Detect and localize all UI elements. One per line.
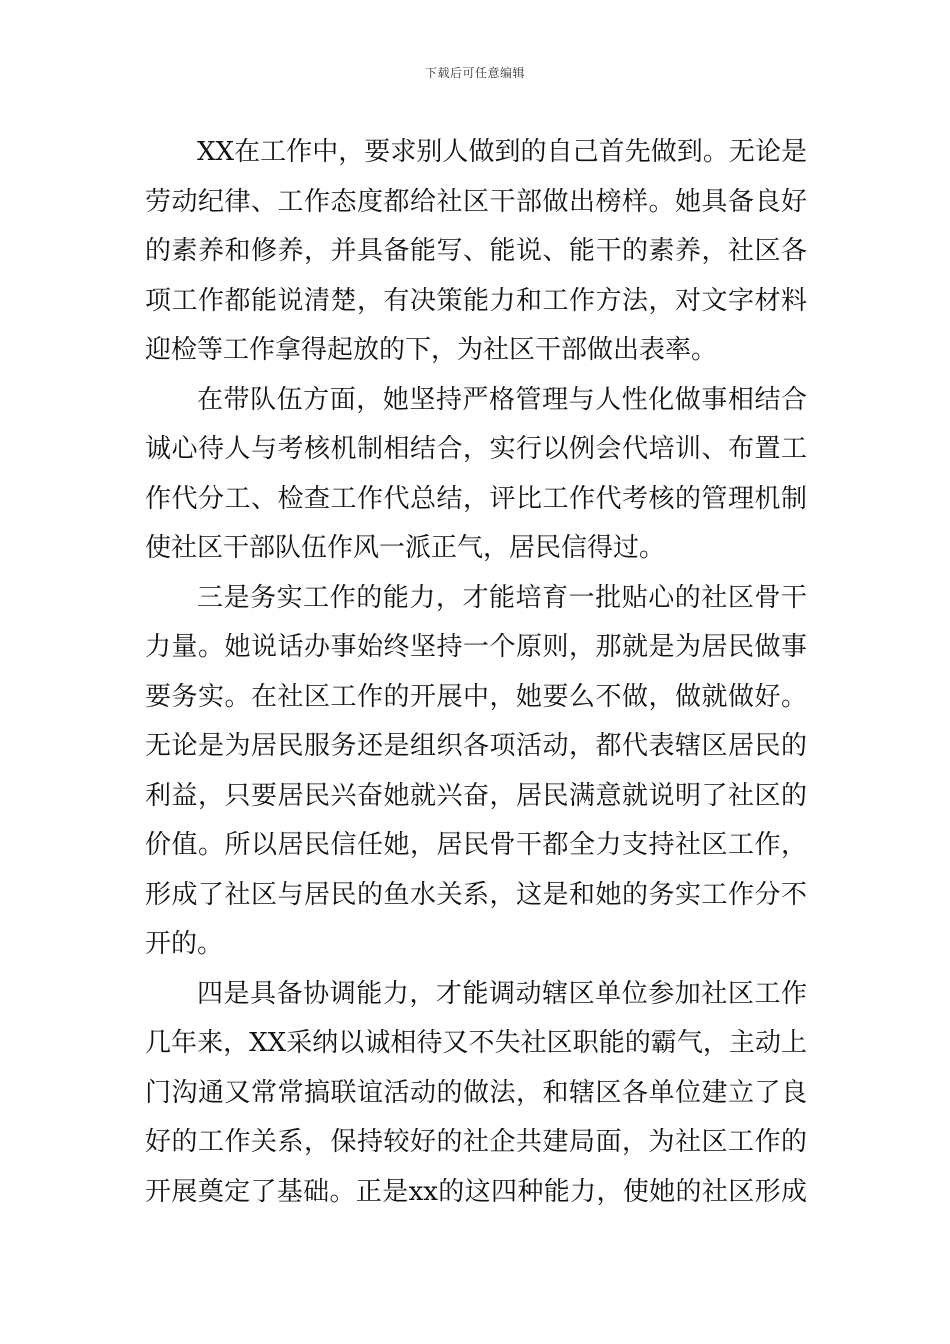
paragraph-3-line-6: 价值。所以居民信任她，居民骨干都全力支持社区工作， — [145, 830, 807, 860]
paragraph-2-line-4: 使社区干部队伍作风一派正气，居民信得过。 — [145, 533, 666, 563]
paragraph-4-line-1: 四是具备协调能力，才能调动辖区单位参加社区工作 — [197, 978, 807, 1009]
paragraph-3-line-2: 力量。她说话办事始终坚持一个原则，那就是为居民做事 — [145, 632, 807, 662]
paragraph-3-line-8: 开的。 — [145, 929, 224, 959]
paragraph-2-line-3: 作代分工、检查工作代总结，评比工作代考核的管理机制 — [145, 483, 807, 514]
page-header: 下载后可任意编辑 — [424, 66, 525, 80]
paragraph-4-line-5: 开展奠定了基础。正是xx的这四种能力，使她的社区形成 — [145, 1176, 807, 1207]
document-body — [145, 128, 807, 1217]
paragraph-3-line-4: 无论是为居民服务还是组织各项活动，都代表辖区居民的 — [145, 731, 807, 761]
paragraph-1-line-1: XX在工作中，要求别人做到的自己首先做到。无论是 — [197, 137, 807, 167]
paragraph-4-line-4: 好的工作关系，保持较好的社企共建局面，为社区工作的 — [145, 1127, 807, 1157]
paragraph-4-line-3: 门沟通又常常搞联谊活动的做法，和辖区各单位建立了良 — [145, 1077, 807, 1108]
paragraph-3-line-3: 要务实。在社区工作的开展中，她要么不做，做就做好。 — [145, 681, 807, 712]
paragraph-2-line-1: 在带队伍方面，她坚持严格管理与人性化做事相结合 — [197, 384, 807, 415]
paragraph-3-line-5: 利益，只要居民兴奋她就兴奋，居民满意就说明了社区的 — [145, 780, 807, 811]
paragraph-4-line-2: 几年来，XX采纳以诚相待又不失社区职能的霸气，主动上 — [145, 1028, 807, 1058]
paragraph-1-line-3: 的素养和修养，并具备能写、能说、能干的素养，社区各 — [145, 236, 807, 266]
paragraph-3-line-1: 三是务实工作的能力，才能培育一批贴心的社区骨干 — [197, 582, 807, 613]
paragraph-1-line-2: 劳动纪律、工作态度都给社区干部做出榜样。她具备良好 — [145, 186, 807, 217]
paragraph-3-line-7: 形成了社区与居民的鱼水关系，这是和她的务实工作分不 — [145, 879, 807, 910]
paragraph-2-line-2: 诚心待人与考核机制相结合，实行以例会代培训、布置工 — [145, 434, 807, 464]
paragraph-1-line-4: 项工作都能说清楚，有决策能力和工作方法，对文字材料 — [145, 285, 807, 316]
paragraph-1-line-5: 迎检等工作拿得起放的下，为社区干部做出表率。 — [145, 335, 718, 365]
